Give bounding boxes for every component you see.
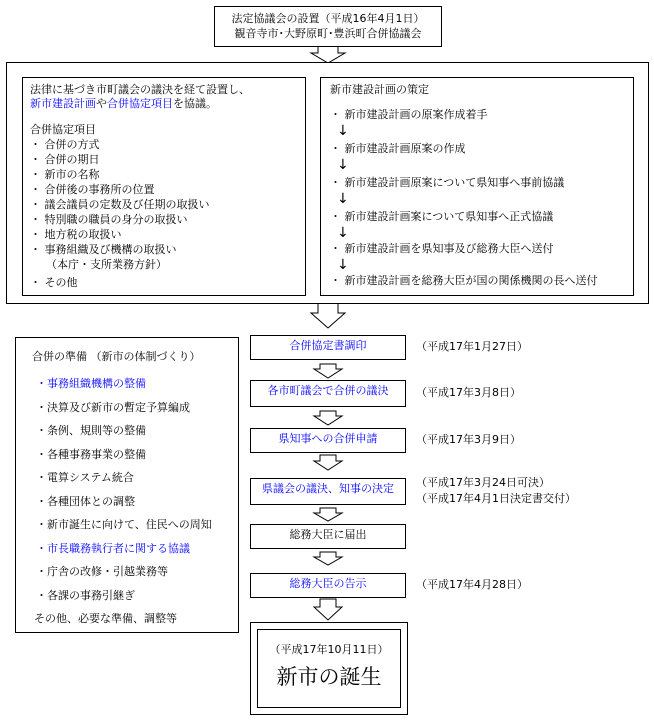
plan-arrow: ↓ (337, 191, 349, 207)
step-label: 総務大臣の告示 (289, 577, 367, 590)
agreement-item-sub: （本庁・支所業務方針） (46, 258, 167, 271)
agreement-item: ・ 新市の名称 (30, 168, 100, 181)
plan-arrow: ↓ (337, 157, 349, 173)
agreement-item: ・ 合併後の事務所の位置 (30, 183, 155, 196)
agreement-item: ・ 合併の期日 (30, 153, 100, 166)
step-date: （平成17年4月28日） (416, 578, 528, 591)
agreement-items-link[interactable]: 合併協定項目 (107, 97, 173, 110)
step-label: 総務大臣に届出 (289, 528, 367, 541)
merger-prep-item: ・各種事務事業の整備 (36, 447, 146, 461)
council-setup-line1: 法定協議会の設置（平成16年4月1日） (231, 12, 425, 25)
plan-step: ・ 新市建設計画の原案作成着手 (330, 108, 488, 121)
down-arrow (311, 46, 345, 63)
agreement-item: ・ 合併の方式 (30, 138, 100, 151)
plan-arrow: ↓ (337, 257, 349, 273)
step-date: （平成17年3月9日） (416, 433, 521, 446)
new-city-plan-link[interactable]: 新市建設計画 (30, 97, 96, 110)
merger-prep-title: 合併の準備 （新市の体制づくり） (32, 350, 201, 363)
agreement-item: ・ 事務組織及び機構の取扱い (30, 243, 177, 256)
merger-prep-item: ・事務組織機構の整備 (36, 377, 146, 390)
birth-date: （平成17年10月11日） (269, 643, 389, 656)
plan-arrow: ↓ (337, 225, 349, 241)
plan-step: ・ 新市建設計画原案の作成 (330, 142, 466, 155)
plan-step: ・ 新市建設計画を総務大臣が国の関係機関の長へ送付 (330, 274, 598, 287)
plan-arrow: ↓ (337, 123, 349, 139)
intro-line1: 法律に基づき市町議会の議決を経て設置し、 (30, 83, 250, 96)
step-date: （平成17年1月27日） (416, 340, 528, 353)
step-council-resolution (250, 380, 406, 407)
down-arrow (314, 411, 342, 425)
down-arrow (314, 455, 342, 470)
merger-prep-item: ・決算及び新市の暫定予算編成 (36, 400, 190, 414)
merger-prep-item: ・電算システム統合 (36, 471, 134, 484)
birth-title: 新市の誕生 (276, 665, 382, 689)
step-minister-announcement (250, 573, 406, 598)
merger-prep-item: ・庁舎の改修・引越業務等 (36, 565, 168, 578)
new-city-birth-box (250, 622, 408, 715)
agreement-item: ・ 地方税の取扱い (30, 228, 122, 241)
down-arrow (314, 364, 342, 378)
step-agreement-signing (250, 335, 406, 360)
merger-prep-item: ・各課の事務引継ぎ (36, 588, 135, 602)
step-minister-notification (250, 524, 406, 549)
agreement-item: ・ 特別職の職員の身分の取扱い (30, 213, 188, 226)
intro-mid: や (96, 97, 107, 110)
down-arrow (311, 303, 345, 328)
new-city-plan-title: 新市建設計画の策定 (330, 83, 429, 96)
step-label: 合併協定書調印 (289, 339, 367, 352)
plan-step: ・ 新市建設計画原案について県知事へ事前協議 (330, 176, 565, 189)
merger-prep-item: ・新市誕生に向けて、住民への周知 (36, 518, 212, 531)
council-setup-box (214, 6, 442, 47)
council-setup-line2: 観音寺市･大野原町･豊浜町合併協議会 (234, 27, 422, 40)
agreement-item: ・ 議会議員の定数及び任期の取扱い (30, 198, 210, 211)
agreement-item: ・ その他 (30, 276, 78, 289)
merger-prep-item: ・各種団体との調整 (36, 494, 135, 508)
step-date: （平成17年3月8日） (416, 386, 521, 399)
down-arrow (314, 508, 342, 521)
down-arrow (314, 599, 342, 620)
plan-step: ・ 新市建設計画を県知事及び総務大臣へ送付 (330, 242, 554, 255)
merger-prep-item: その他、必要な準備、調整等 (34, 612, 177, 625)
merger-prep-item: ・市長職務執行者に関する協議 (36, 541, 190, 555)
step-prefectural-decision (250, 478, 406, 505)
step-label: 各市町議会で合併の議決 (267, 384, 389, 397)
down-arrow (314, 552, 342, 565)
plan-step: ・ 新市建設計画案について県知事へ正式協議 (330, 210, 554, 223)
new-city-birth-inner (257, 629, 401, 708)
step-prefecture-application (250, 428, 406, 453)
intro-end: を協議。 (173, 97, 217, 110)
intro-line2 (30, 97, 217, 111)
agreement-items-title: 合併協定項目 (30, 123, 96, 136)
step-label: 県議会の議決、知事の決定 (262, 482, 394, 495)
step-date: （平成17年3月24日可決） (416, 476, 550, 489)
step-label: 県知事への合併申請 (278, 432, 378, 445)
step-date-secondary: （平成17年4月1日決定書交付） (416, 492, 576, 505)
merger-prep-item: ・条例、規則等の整備 (36, 424, 146, 437)
